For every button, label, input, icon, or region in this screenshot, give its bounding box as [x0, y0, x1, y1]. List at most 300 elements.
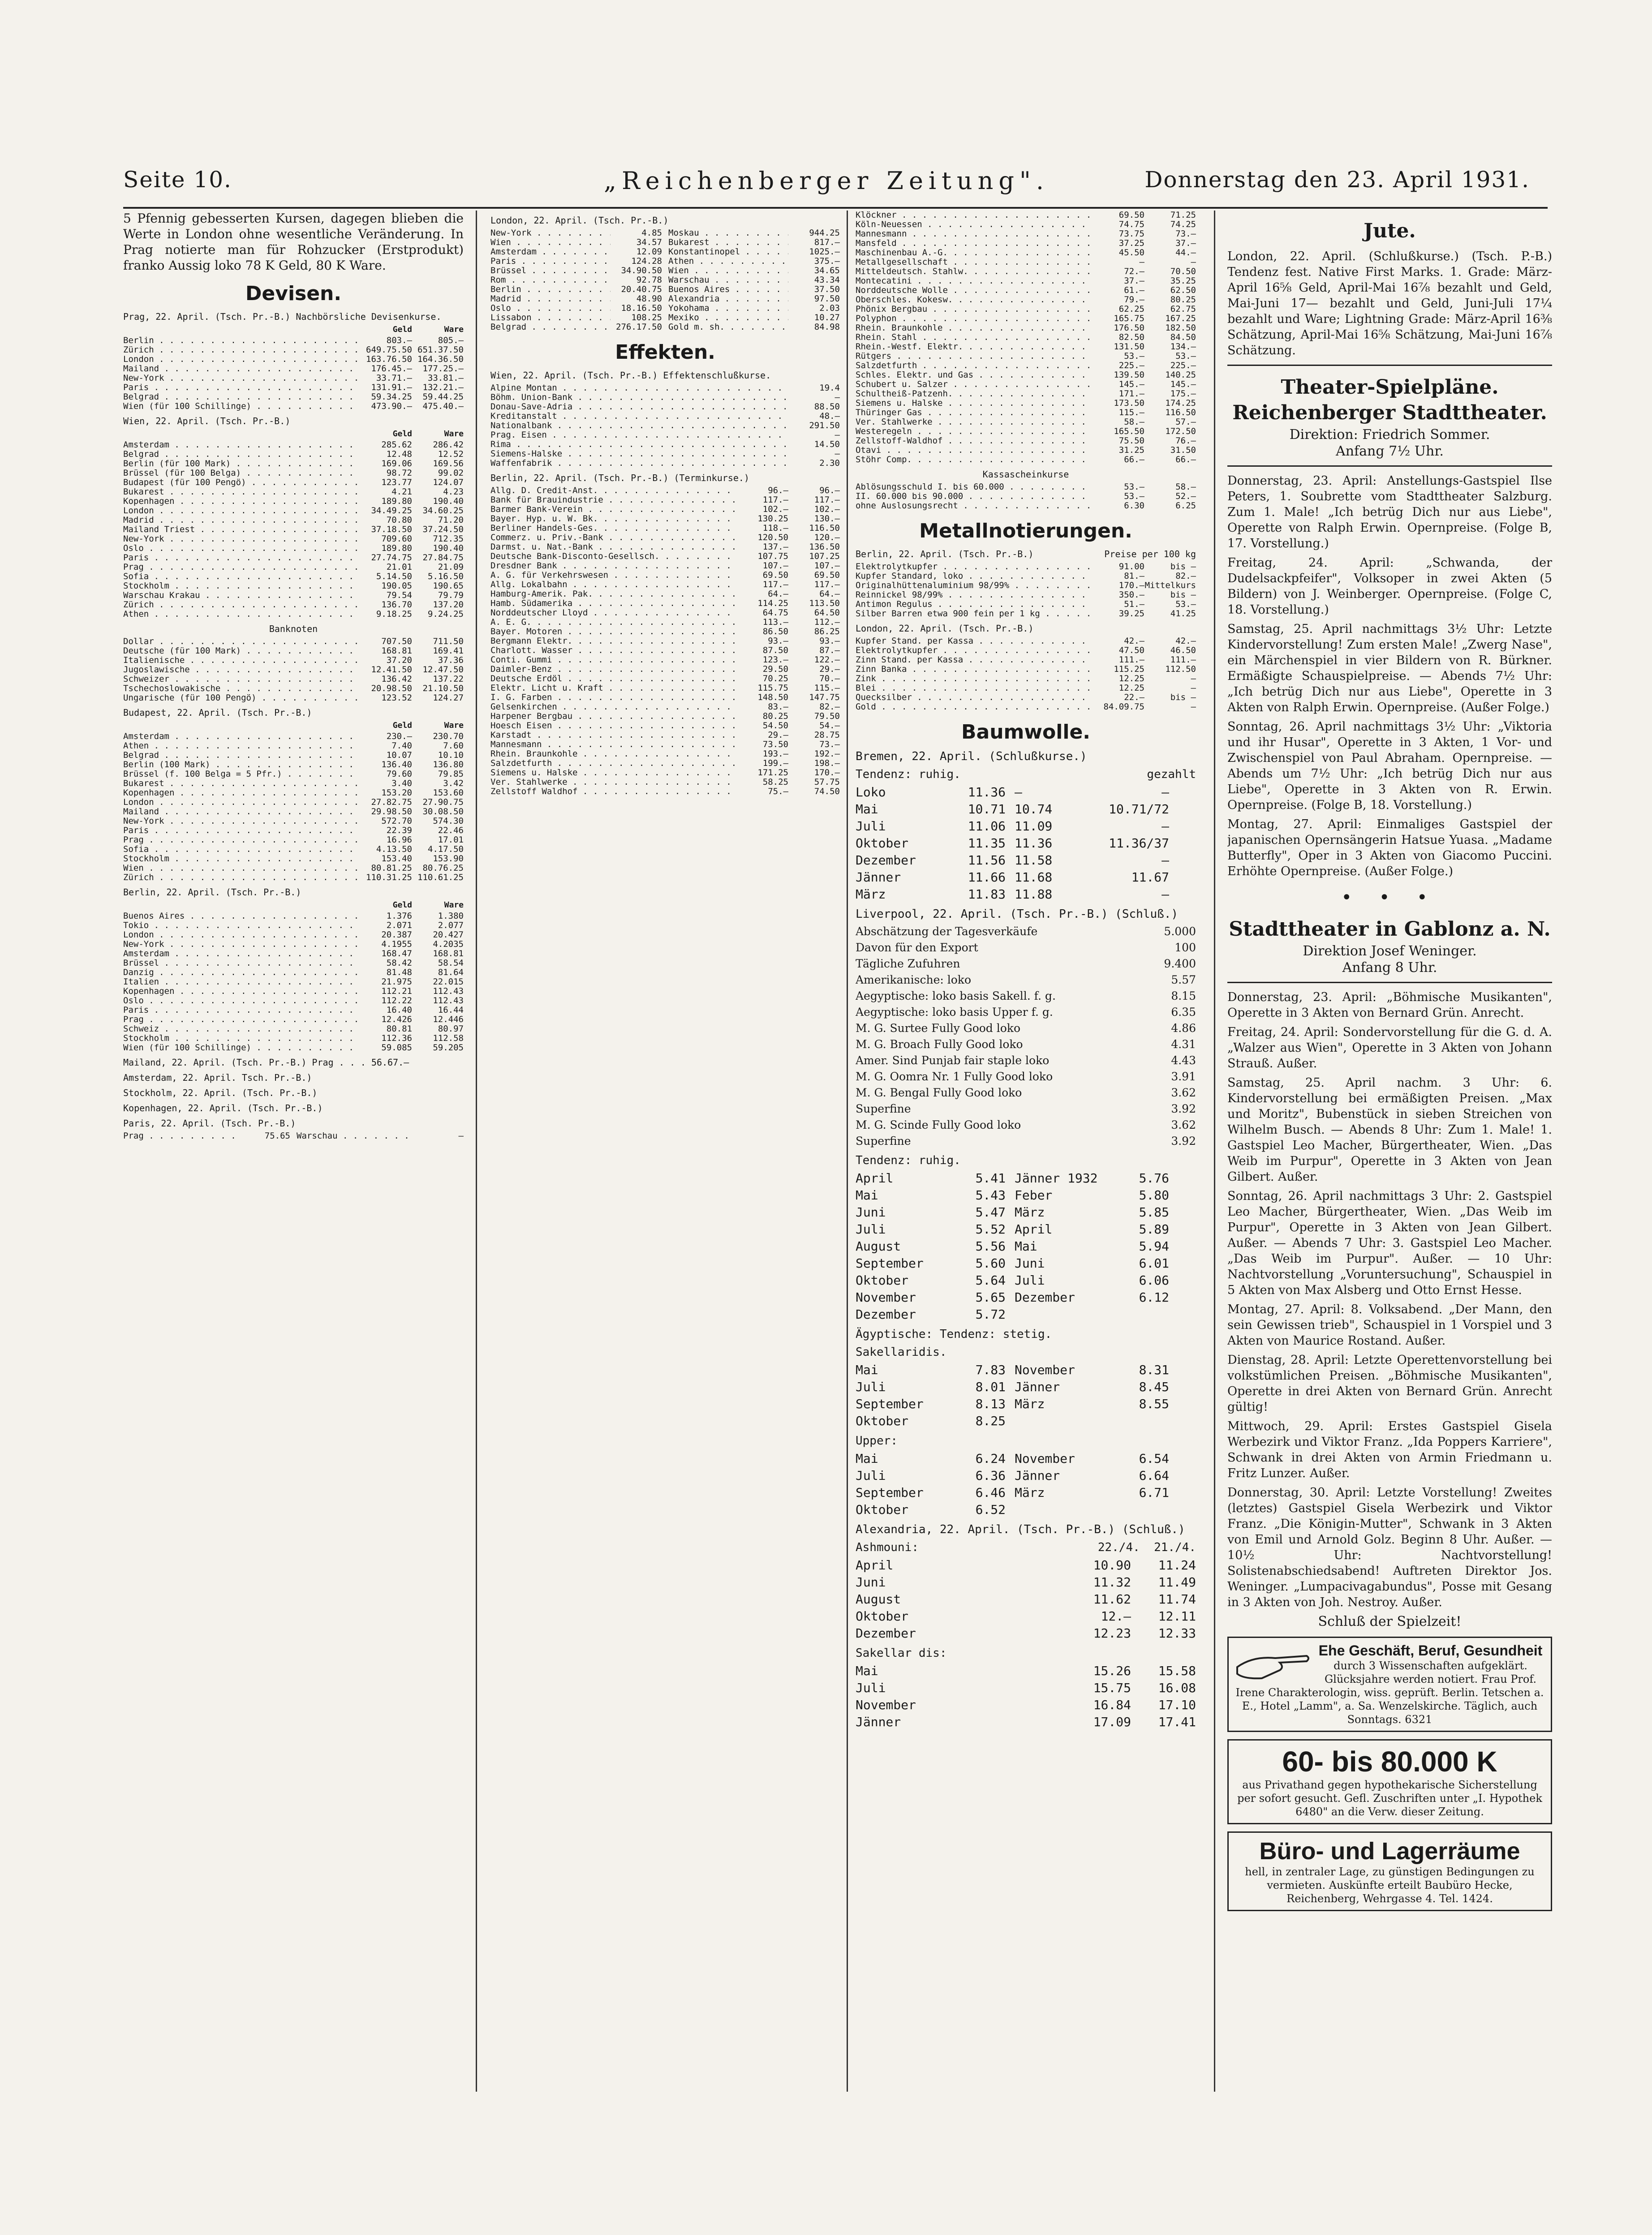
rate-value: 20.427 [433, 930, 464, 940]
rate-value: 27.84.75 [422, 553, 464, 563]
rate-value: 12.41.50 [371, 665, 412, 675]
month-row [856, 1255, 1196, 1272]
rate-value: 16.44 [438, 1005, 464, 1015]
rate-value: 199.— [762, 758, 788, 768]
rate-row [123, 693, 464, 703]
rate-value: 113.— [762, 617, 788, 627]
rate-name: Bank für Brauindustrie . . . [490, 495, 737, 505]
month-value: 10.71/72 [1109, 802, 1169, 817]
month-value: 5.56 [975, 1239, 1006, 1254]
rate-row [123, 646, 464, 656]
rate-name: Dresdner Bank . . . [490, 561, 737, 571]
month-value: 5.43 [975, 1188, 1006, 1203]
month-row [856, 886, 1196, 903]
rate-value: 225.— [1170, 361, 1196, 370]
rate-row [123, 525, 464, 534]
berlin-stocks-cont [856, 211, 1196, 464]
rate-value: 34.90.50 [621, 266, 662, 275]
rate-value: 86.25 [814, 627, 840, 636]
quote-value: 5.000 [1164, 925, 1196, 938]
month-row [856, 852, 1196, 869]
rate-name: Oslo . . . [123, 996, 361, 1006]
rate-row [123, 949, 464, 958]
rate-value: 170.— [1119, 580, 1144, 590]
quote-row [856, 1020, 1196, 1036]
rate-value: 42.— [1175, 636, 1196, 646]
rate-row [123, 769, 464, 779]
rate-name: Alexandria . . . [668, 294, 788, 304]
rate-name: Deutsche Erdöl . . . [490, 674, 737, 683]
quote-name: Tägliche Zufuhren [856, 957, 960, 970]
rate-value: 168.81 [433, 949, 464, 958]
month-name: Oktober [856, 1502, 909, 1517]
month-value: 6.52 [975, 1502, 1006, 1517]
rate-row [123, 788, 464, 798]
rate-value: 163.76.50 [366, 354, 412, 364]
rate-value: 189.80 [381, 543, 412, 553]
gablonz-program [1227, 989, 1552, 1610]
column-devisen [123, 211, 464, 2078]
month-row [856, 1396, 1196, 1413]
rate-name: Bayer. Hyp. u. W. Bk. . . . [490, 514, 737, 524]
rate-name: Deutsche Bank-Disconto-Gesellsch. . . . [490, 552, 737, 561]
rate-value: 574.30 [433, 816, 464, 826]
rate-value: 69.50 [814, 570, 840, 580]
month-name: Jänner [856, 1715, 901, 1729]
rate-value: 107.— [762, 561, 788, 571]
rate-value: 3.40 [391, 778, 412, 788]
rate-row [123, 364, 464, 374]
month-value: 11.35 [968, 836, 1006, 851]
month-name: Juli [856, 1681, 886, 1695]
london-header: London, 22. April. (Tsch. Pr.-B.) [490, 215, 669, 226]
rate-name: Warschau . . . [297, 1131, 412, 1141]
rate-row [490, 589, 840, 599]
rate-row [123, 497, 464, 506]
rate-value: 113.50 [809, 598, 840, 608]
rate-value: 193.— [762, 749, 788, 759]
rate-value: 286.42 [433, 440, 464, 450]
month-name: Dezember [856, 853, 916, 868]
rate-value: 130.25 [757, 514, 788, 524]
rate-name: Brüssel (f. 100 Belga = 5 Pfr.) . . . [123, 769, 361, 779]
rate-row [123, 355, 464, 364]
month-name: Juli [1015, 1273, 1045, 1288]
month-name: 11.68 [1015, 870, 1053, 885]
rate-name: Paris . . . [123, 826, 361, 835]
ad-office [1227, 1831, 1552, 1911]
rate-value: 74.50 [814, 787, 840, 796]
month-row [856, 869, 1196, 886]
rate-value: 136.50 [809, 542, 840, 552]
rate-value: 29.— [768, 730, 788, 740]
quote-value: 100 [1174, 941, 1196, 954]
section-rule [1227, 982, 1552, 983]
rate-name: Zellstoff Waldhof . . . [490, 787, 737, 796]
rate-row [123, 450, 464, 459]
rate-name: New-York . . . [123, 374, 361, 383]
month-value: 16.08 [1158, 1681, 1196, 1695]
rate-name: Charlott. Wasser . . . [490, 646, 737, 655]
rate-value: 12.25 [1119, 683, 1144, 693]
rate-value: 51.— [1124, 599, 1144, 609]
rate-value: 131.91.— [371, 383, 412, 392]
month-value: 11.56 [968, 853, 1006, 868]
ad-loan [1227, 1739, 1552, 1824]
month-name: September [856, 1397, 924, 1411]
rate-value: 131.50 [1114, 342, 1144, 352]
month-value: 6.46 [975, 1485, 1006, 1500]
rate-value: 112.43 [433, 996, 464, 1006]
quote-value: 3.92 [1171, 1135, 1196, 1148]
rate-value: 96.— [819, 486, 840, 495]
rate-value: 174.25 [1165, 398, 1196, 408]
month-row [856, 1450, 1196, 1467]
quote-value: 5.57 [1171, 973, 1196, 986]
paris-rates [123, 1131, 464, 1141]
rate-name: Kupfer Stand. per Kassa . . . [856, 636, 1093, 646]
rate-row [856, 399, 1196, 408]
month-name [1015, 1413, 1104, 1430]
rate-value: — [835, 449, 840, 459]
rate-name: Commerz. u. Priv.-Bank . . . [490, 533, 737, 542]
rate-name: London . . . [123, 798, 361, 807]
rate-value: 37.— [1175, 238, 1196, 248]
rate-row [490, 768, 840, 778]
program-entry: Dienstag, 28. April: Letzte Operettenvorstellung bei volkstümlichen Preisen. „Böhmische Musikanten", Operette in drei Akten von Bernard Grün. Anrecht gültig! [1227, 1353, 1552, 1414]
rate-row [856, 665, 1196, 674]
rate-value: 62.25 [1119, 304, 1144, 314]
rate-value: 28.75 [814, 730, 840, 740]
rate-value: 803.— [386, 335, 412, 345]
rate-value: 27.90.75 [422, 797, 464, 807]
rate-value: 2.077 [438, 920, 464, 930]
budapest-header: Budapest, 22. April. (Tsch. Pr.-B.) [123, 707, 312, 718]
section-rule [1227, 365, 1552, 366]
rate-name: Darmst. u. Nat.-Bank . . . [490, 542, 737, 552]
month-value: — [1162, 819, 1169, 834]
rate-name: Norddeutsche Wolle . . . [856, 286, 1093, 295]
rate-value: 165.75 [1114, 314, 1144, 323]
month-name: Juni [1015, 1256, 1045, 1271]
rate-value: 115.— [1119, 408, 1144, 417]
quote-row [856, 988, 1196, 1004]
rate-value: 20.98.50 [371, 683, 412, 693]
jute-report: London, 22. April. (Schlußkurse.) (Tsch. P.-B.) Tendenz fest. Native First Marks. 1. Grade: März-April 16⅝ Geld, April-Mai 16⅞ bezahlt und Geld, Mai-Juni 17— bezahlt und Geld, Juni-Juli 17¼ bezahlt und Ware; Lightning Grade: März-April 16⅜ Schätzung, April-Mai 16⅝ Schätzung, Mai-Juni 16⅞ Schätzung. [1227, 249, 1552, 357]
rate-value: 102.— [814, 504, 840, 514]
rate-value: 81.— [1124, 571, 1144, 581]
rate-value: 34.57 [636, 237, 662, 247]
rate-value: 350.— [1119, 590, 1144, 600]
rate-row [490, 608, 840, 618]
gablonz-anfang: Anfang 8 Uhr. [1342, 960, 1437, 976]
month-name: 11.09 [1015, 819, 1053, 834]
rate-name: Danzig . . . [123, 968, 361, 977]
rate-name: Zinn Banka . . . [856, 665, 1093, 674]
quote-name: Amerikanische: loko [856, 973, 971, 986]
rate-name: Hamburg-Amerik. Pak. . . . [490, 589, 737, 599]
rate-value: 120.50 [757, 533, 788, 542]
rate-value: 33.81.— [427, 373, 464, 383]
rate-value: 123.52 [381, 693, 412, 703]
month-value: 11.36 [968, 785, 1006, 799]
wien-effekten [490, 383, 840, 468]
stadttheater-title: Reichenberger Stadttheater. [1232, 401, 1547, 424]
month-name: Mai [856, 1188, 878, 1203]
rate-name: Tschechoslowakische . . . [123, 684, 361, 693]
rate-row [123, 845, 464, 854]
rate-value: 230.70 [433, 731, 464, 741]
rate-name: Phönix Bergbau . . . [856, 305, 1093, 314]
rate-value: Mittelkurs [1144, 580, 1196, 590]
rate-name: Rima . . . [490, 440, 788, 449]
rate-value: 136.40 [381, 760, 412, 769]
rate-name: Originalhüttenaluminium 98/99% . . . [856, 581, 1093, 590]
page-number: Seite 10. [123, 167, 232, 193]
rate-value: 57.75 [814, 777, 840, 787]
rate-row [856, 248, 1196, 258]
rate-name: Kreditanstalt . . . [490, 412, 788, 421]
rate-name: Kopenhagen . . . [123, 497, 361, 506]
rate-value: 164.36.50 [417, 354, 464, 364]
month-value: 6.36 [975, 1468, 1006, 1483]
rate-value: 29.98.50 [371, 807, 412, 817]
rate-row [490, 787, 840, 796]
program-entry: Donnerstag, 30. April: Letzte Vorstellung! Zweites (letztes) Gastspiel Gisela Werbezirk und Viktor Franz. „Die Königin-Mutter", Schwank in 3 Akten von Emil und Arnold Golz. Beginn 8 Uhr. Außer. — 10½ Uhr: Nachtvorstellung! Solistenabschiedsabend! Auftreten Direktor Jos. Weninger. „Lumpacivagabundus", Posse mit Gesang in 3 Akten von Joh. Nestroy. Außer. [1227, 1486, 1552, 1609]
month-value: 5.47 [975, 1205, 1006, 1220]
rate-value: 168.81 [381, 646, 412, 656]
rate-value: 169.06 [381, 459, 412, 468]
rate-name: Lissabon . . . [490, 313, 611, 322]
reichenberg-program [1227, 473, 1552, 879]
month-value: 15.26 [1093, 1663, 1131, 1678]
month-value: 5.76 [1139, 1171, 1169, 1186]
rate-name: Rütgers . . . [856, 352, 1093, 361]
rate-name: Prag . . . [123, 835, 361, 845]
month-value: 10.71 [968, 802, 1006, 817]
rate-name: Oberschles. Kokesw. . . . [856, 295, 1093, 305]
rate-name: Quecksilber . . . [856, 693, 1093, 702]
rate-value: 112.22 [381, 996, 412, 1006]
month-name: Jänner [856, 870, 901, 885]
rate-row [123, 1015, 464, 1024]
gablonz-direktion: Direktion Josef Weninger. [1303, 943, 1477, 959]
month-row [856, 1413, 1196, 1430]
month-row [856, 1574, 1196, 1591]
month-name: April [856, 1558, 894, 1573]
month-name: Juli [856, 819, 886, 834]
table-header: Geld Ware [392, 325, 464, 334]
rate-value: 71.20 [438, 515, 464, 525]
rate-value: 42.— [1124, 636, 1144, 646]
rate-name: New-York . . . [123, 534, 361, 544]
rate-name: Mansfeld . . . [856, 239, 1093, 248]
rate-value: 82.— [1175, 571, 1196, 581]
month-value: 12.11 [1158, 1609, 1196, 1624]
rate-row [856, 408, 1196, 417]
rate-value: 4.2035 [433, 939, 464, 949]
ad3-title: Büro- und Lagerräume [1259, 1838, 1520, 1865]
rate-name: Brüssel . . . [123, 958, 361, 968]
quote-name: Amer. Sind Punjab fair staple loko [856, 1054, 1050, 1067]
quote-name: M. G. Oomra Nr. 1 Fully Good loko [856, 1070, 1053, 1083]
rate-value: 12.426 [381, 1014, 412, 1024]
table-header: Geld Ware [392, 429, 464, 438]
rate-value: 64.75 [762, 608, 788, 618]
rate-name: Athen . . . [668, 257, 788, 266]
rate-value: 1.376 [386, 911, 412, 921]
month-value: 6.06 [1139, 1273, 1169, 1288]
rate-name: Berlin (für 100 Mark) . . . [123, 459, 361, 468]
rate-value: 651.37.50 [417, 345, 464, 355]
rate-value: 153.90 [433, 854, 464, 864]
month-value: 11.24 [1158, 1558, 1196, 1573]
program-entry: Montag, 27. April: Einmaliges Gastspiel der japanischen Opernsängerin Hatsue Yuasa. „Madame Butterfly", Oper in 3 Akten von Giacomo Puccini. Erhöhte Opernpreise. (Außer Folge.) [1227, 817, 1552, 878]
rate-value: 177.25.— [422, 364, 464, 374]
cotton-title: Baumwolle. [961, 721, 1090, 744]
rate-row [490, 778, 840, 787]
rate-row [123, 921, 464, 930]
month-row [856, 1591, 1196, 1608]
month-name: Mai [856, 1663, 878, 1678]
rate-row [123, 374, 464, 383]
rate-row [490, 430, 840, 440]
rate-value: 145.— [1170, 379, 1196, 389]
rate-name: Thüringer Gas . . . [856, 408, 1093, 417]
column-effekten [490, 211, 840, 2105]
rate-value: — [1191, 683, 1196, 693]
rate-value: — [1191, 257, 1196, 267]
month-row [856, 1289, 1196, 1306]
rate-row [490, 749, 840, 759]
month-value: 7.83 [975, 1362, 1006, 1377]
quote-row [856, 940, 1196, 956]
rate-value: 169.41 [433, 646, 464, 656]
rate-row [856, 342, 1196, 352]
rate-value: 53.— [1124, 491, 1144, 501]
month-name: März [1015, 1485, 1045, 1500]
quote-row [856, 1133, 1196, 1149]
month-value: 15.75 [1093, 1681, 1131, 1695]
rate-name: Warschau Krakau . . . [123, 591, 361, 600]
rate-value: 59.085 [381, 1043, 412, 1053]
month-value: 5.52 [975, 1222, 1006, 1237]
rate-name: Schweizer . . . [123, 675, 361, 684]
rate-value: 84.98 [814, 322, 840, 332]
program-entry: Freitag, 24. April: „Schwanda, der Dudelsackpfeifer", Volksoper in zwei Akten (5 Bildern) von J. Weinberger. Opernpreise. (Folge C, 18. Vorstellung.) [1227, 556, 1552, 617]
rate-row [123, 572, 464, 581]
rate-value: 108.25 [631, 313, 662, 322]
rate-row [856, 239, 1196, 248]
rate-row [856, 427, 1196, 436]
rate-name: Zinn Stand. per Kassa . . . [856, 655, 1093, 665]
prag-rates [123, 336, 464, 411]
gablonz-title: Stadttheater in Gablonz a. N. [1229, 918, 1551, 941]
rate-value: 5.14.50 [376, 572, 412, 581]
rate-name: Elektrolytkupfer . . . [856, 562, 1093, 572]
month-value: 6.12 [1139, 1290, 1169, 1305]
berlin-rates [123, 911, 464, 1053]
rate-value: 2.30 [819, 458, 840, 468]
rate-name: Antimon Regulus . . . [856, 600, 1093, 609]
rate-name: Kopenhagen . . . [123, 788, 361, 798]
month-name: November [1015, 1451, 1075, 1466]
rate-row [123, 996, 464, 1006]
month-row [856, 1484, 1196, 1501]
rate-value: 225.— [1119, 361, 1144, 370]
bremen-header: Bremen, 22. April. (Schlußkurse.) [856, 750, 1087, 763]
rate-row [123, 817, 464, 826]
rate-name: Oslo . . . [123, 544, 361, 553]
month-value: 5.65 [975, 1290, 1006, 1305]
rate-name: Hoesch Eisen . . . [490, 721, 737, 731]
rate-value: 649.75.50 [366, 345, 412, 355]
rate-row [123, 345, 464, 355]
rate-value: — [835, 430, 840, 440]
quote-name: M. G. Scinde Fully Good loko [856, 1118, 1021, 1131]
rate-row [123, 807, 464, 817]
rate-value: 172.50 [1165, 426, 1196, 436]
month-name: März [1015, 1205, 1045, 1220]
rate-row [123, 336, 464, 345]
table-header: Geld Ware [392, 900, 464, 910]
rate-value: 62.75 [1170, 304, 1196, 314]
rate-name: Bukarest . . . [668, 238, 788, 247]
month-value: 11.49 [1158, 1575, 1196, 1590]
month-row [856, 1680, 1196, 1697]
rate-name: Sofia . . . [123, 572, 361, 581]
rate-name: Salzdetfurth . . . [856, 361, 1093, 370]
quote-row [856, 1101, 1196, 1117]
rate-name: Siemens u. Halske . . . [856, 399, 1093, 408]
rate-name: Bukarest . . . [123, 779, 361, 788]
rate-name: Hamb. Südamerika . . . [490, 599, 737, 608]
month-value: 5.89 [1139, 1222, 1169, 1237]
quote-name: M. G. Broach Fully Good loko [856, 1038, 1023, 1051]
rate-row [123, 1024, 464, 1034]
rate-value: 31.50 [1170, 445, 1196, 455]
rate-value: 53.— [1124, 351, 1144, 361]
rate-value: 130.— [814, 514, 840, 524]
rate-row [856, 436, 1196, 446]
rate-value: 59.34.25 [371, 392, 412, 402]
rate-name: Paris . . . [123, 1006, 361, 1015]
rate-value: 190.05 [381, 581, 412, 591]
month-value: 15.58 [1158, 1663, 1196, 1678]
rate-value: 64.50 [814, 608, 840, 618]
rate-row [123, 779, 464, 788]
rate-value: 111.— [1119, 655, 1144, 665]
rate-value: 57.— [1175, 417, 1196, 427]
rate-row [490, 561, 840, 571]
rate-name: Berliner Handels-Ges. . . . [490, 524, 737, 533]
prag-header: Prag, 22. April. (Tsch. Pr.-B.) Nachbörsliche Devisenkurse. [123, 311, 442, 322]
rate-name: Zürich . . . [123, 600, 361, 610]
rate-value: 291.50 [809, 421, 840, 430]
rate-row [123, 751, 464, 760]
rate-name: Wien . . . [490, 238, 611, 247]
quote-row [856, 924, 1196, 940]
rate-value: 153.60 [433, 788, 464, 798]
rate-value: 64.— [819, 589, 840, 599]
rate-name: Deutsche (für 100 Mark) . . . [123, 646, 361, 656]
rate-value: 92.78 [636, 275, 662, 285]
rate-value: 70.80 [386, 515, 412, 525]
rate-row [123, 798, 464, 807]
rate-value: 81.64 [438, 967, 464, 977]
rate-value: 118.— [762, 523, 788, 533]
rate-value: 147.75 [809, 692, 840, 702]
